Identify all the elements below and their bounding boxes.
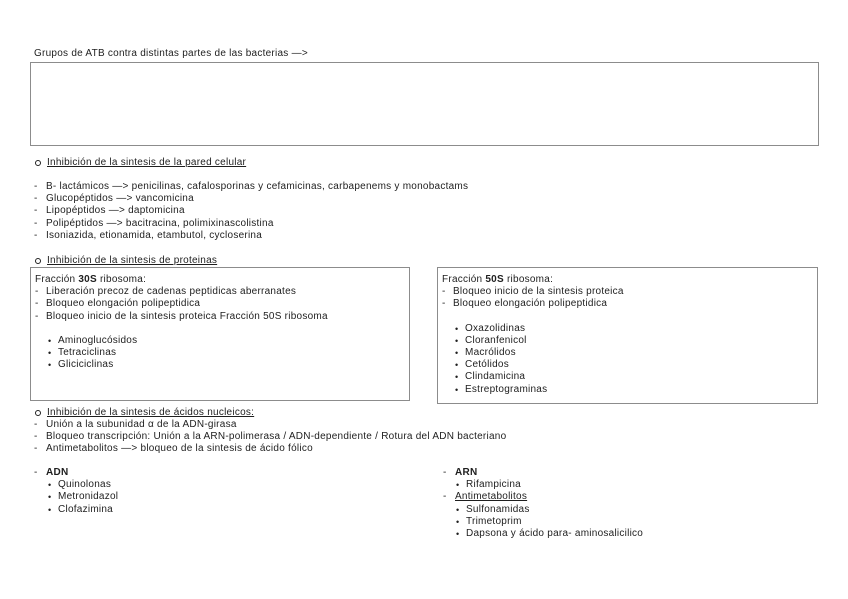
fraction-prefix: Fracción <box>35 274 79 285</box>
fraction-30s-title <box>35 274 405 286</box>
list-item: • Metronidazol <box>48 491 118 503</box>
fraction-suffix: ribosoma: <box>503 274 554 285</box>
nucleic-acids-list <box>34 419 506 456</box>
section-heading-cell-wall <box>34 157 246 169</box>
list-item: - Unión a la subunidad α de la ADN-girasa <box>34 419 506 431</box>
fraction-50s-box <box>437 267 818 404</box>
list-item: • Estreptograminas <box>455 384 813 396</box>
list-item: • Gliciciclinas <box>48 359 405 371</box>
circle-bullet-icon <box>35 160 41 166</box>
fraction-30s-box <box>30 267 410 401</box>
list-item: • Tetraciclinas <box>48 347 405 359</box>
list-item: - Isoniazida, etionamida, etambutol, cycloserina <box>34 230 468 242</box>
circle-bullet-icon <box>35 258 41 264</box>
list-item: • Sulfonamidas <box>456 504 643 516</box>
list-item: - Polipéptidos —> bacitracina, polimixinascolistina <box>34 218 468 230</box>
list-item: - Antimetabolitos —> bloqueo de la sintesis de ácido fólico <box>34 443 506 455</box>
arn-group <box>443 467 643 479</box>
list-item: - Bloqueo elongación polipeptidica <box>35 298 405 310</box>
list-item: • Cloranfenicol <box>455 335 813 347</box>
fraction-50s-title <box>442 274 813 286</box>
adn-drugs <box>48 479 118 516</box>
page-title: Grupos de ATB contra distintas partes de las bacterias —> <box>34 48 308 59</box>
arn-drugs <box>456 479 643 491</box>
list-item: • Trimetoprim <box>456 516 643 528</box>
section-title: Inhibición de la sintesis de proteinas <box>47 255 218 266</box>
section-heading-proteins <box>34 255 217 267</box>
list-item: • Aminoglucósidos <box>48 335 405 347</box>
section-title: Inhibición de la sintesis de ácidos nucleicos: <box>47 407 255 418</box>
list-item: - B- lactámicos —> penicilinas, cafalosporinas y cefamicinas, carbapenems y monobactams <box>34 181 468 193</box>
arn-label: ARN <box>455 467 478 478</box>
group-label <box>443 467 643 479</box>
section-title: Inhibición de la sintesis de la pared celular <box>47 157 247 168</box>
section-heading-nucleic-acids <box>34 407 254 419</box>
adn-group <box>34 467 118 479</box>
list-item: - Lipopéptidos —> daptomicina <box>34 205 468 217</box>
group-label <box>34 467 118 479</box>
list-item: - Bloqueo inicio de la sintesis proteica <box>442 286 813 298</box>
list-item: - Liberación precoz de cadenas peptidicas aberranates <box>35 286 405 298</box>
list-item: • Oxazolidinas <box>455 323 813 335</box>
list-item: • Quinolonas <box>48 479 118 491</box>
list-item: • Rifampicina <box>456 479 643 491</box>
cell-wall-list <box>34 181 468 242</box>
adn-column <box>34 467 118 516</box>
list-item: • Macrólidos <box>455 347 813 359</box>
group-label <box>443 491 643 503</box>
fraction-suffix: ribosoma: <box>96 274 147 285</box>
list-item: - Bloqueo transcripción: Unión a la ARN-polimerasa / ADN-dependiente / Rotura del ADN bacteriano <box>34 431 506 443</box>
fraction-30s-mechanisms <box>35 286 405 323</box>
circle-bullet-icon <box>35 410 41 416</box>
list-item: - Glucopéptidos —> vancomicina <box>34 193 468 205</box>
list-item: - Bloqueo inicio de la sintesis proteica Fracción 50S ribosoma <box>35 311 405 323</box>
antimetabolitos-group <box>443 491 643 503</box>
list-item: • Clofazimina <box>48 504 118 516</box>
adn-label: ADN <box>46 467 69 478</box>
list-item: • Dapsona y ácido para- aminosalicilico <box>456 528 643 540</box>
antimetabolitos-drugs <box>456 504 643 541</box>
list-item: • Clindamicina <box>455 371 813 383</box>
fraction-prefix: Fracción <box>442 274 486 285</box>
fraction-50s-drugs <box>455 323 813 396</box>
fraction-subunit: 50S <box>485 274 504 285</box>
list-item: • Cetólidos <box>455 359 813 371</box>
fraction-30s-drugs <box>48 335 405 372</box>
arn-column <box>443 467 643 540</box>
empty-notes-box <box>30 62 819 146</box>
list-item: - Bloqueo elongación polipeptidica <box>442 298 813 310</box>
fraction-50s-mechanisms <box>442 286 813 310</box>
fraction-subunit: 30S <box>78 274 97 285</box>
antimetabolitos-label: Antimetabolitos <box>455 491 528 503</box>
